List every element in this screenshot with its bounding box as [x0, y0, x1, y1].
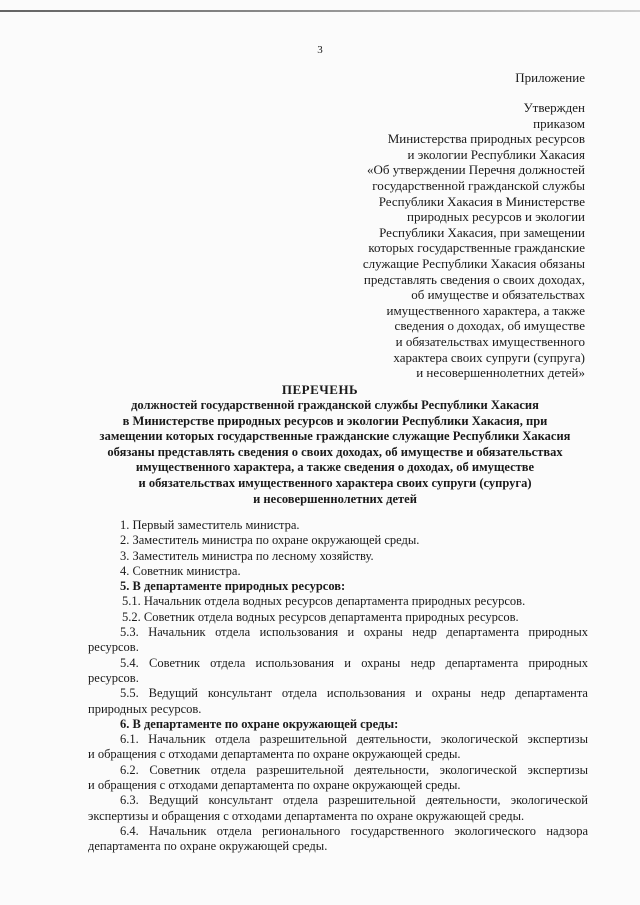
page-number: 3: [317, 44, 323, 56]
list-item: 3. Заместитель министра по лесному хозяйству.: [120, 548, 374, 563]
section-heading: 5. В департаменте природных ресурсов:: [120, 579, 346, 594]
list-item-line: 6.2. Советник отдела разрешительной деятельности, экологической экспертизы: [120, 762, 588, 777]
approval-line: Республики Хакасия в Министерстве: [378, 193, 585, 209]
subtitle-line: замещении которых государственные гражданские служащие Республики Хакасия: [99, 429, 571, 444]
list-item-line: 6.3. Ведущий консультант отдела разрешительной деятельности, экологической: [120, 793, 588, 808]
appendix-label: Приложение: [515, 70, 585, 85]
list-item-line: природных ресурсов.: [88, 701, 202, 716]
approval-line: приказом: [533, 115, 585, 131]
approval-line: служащие Республики Хакасия обязаны: [362, 255, 585, 271]
subtitle-line: должностей государственной гражданской службы Республики Хакасия: [131, 398, 539, 412]
approval-line: и экологии Республики Хакасия: [407, 146, 585, 162]
approval-block: [325, 100, 585, 381]
list-item: 4. Советник министра.: [120, 563, 241, 578]
approval-line: Министерства природных ресурсов: [387, 131, 585, 147]
approval-line: характера своих супруги (супруга): [393, 349, 585, 365]
scan-edge-line: [0, 10, 640, 12]
list-item-line: 6.1. Начальник отдела разрешительной деятельности, экологической экспертизы: [120, 732, 588, 747]
approval-line: Республики Хакасия, при замещении: [379, 224, 585, 240]
list-item-line: 5.3. Начальник отдела использования и охраны недр департамента природных: [120, 625, 588, 640]
approval-line: представлять сведения о своих доходах,: [363, 271, 585, 287]
approval-line: природных ресурсов и экологии: [407, 209, 585, 225]
list-item: [88, 686, 588, 717]
subtitle-line: в Министерстве природных ресурсов и экологии Республики Хакасия, при: [122, 413, 548, 428]
list-item: 5.1. Начальник отдела водных ресурсов департамента природных ресурсов.: [122, 594, 526, 609]
document-subtitle: [95, 398, 575, 507]
document-title: ПЕРЕЧЕНЬ: [281, 382, 359, 397]
list-item: [88, 656, 588, 687]
subtitle-line: и несовершеннолетних детей: [253, 491, 417, 506]
approval-line: и обязательствах имущественного: [395, 333, 585, 349]
list-item: [88, 763, 588, 794]
approval-line: государственной гражданской службы: [372, 177, 585, 193]
subtitle-line: и обязательствах имущественного характера своих супруги (супруга): [138, 475, 532, 490]
positions-list: [88, 518, 588, 855]
list-item: 5.2. Советник отдела водных ресурсов департамента природных ресурсов.: [122, 609, 519, 624]
list-item: [88, 625, 588, 656]
list-item: [88, 732, 588, 763]
approval-line: «Об утверждении Перечня должностей: [367, 162, 585, 178]
approval-line: которых государственные гражданские: [368, 240, 585, 256]
approval-line: имущественного характера, а также: [386, 302, 585, 318]
list-item: 1. Первый заместитель министра.: [120, 518, 300, 532]
list-item-line: 6.4. Начальник отдела регионального государственного экологического надзора: [120, 823, 588, 838]
list-item-line: департамента по охране окружающей среды.: [88, 839, 328, 854]
approval-line: Утвержден: [523, 100, 585, 115]
subtitle-line: имущественного характера, а также сведения о доходах, об имуществе: [135, 460, 535, 475]
list-item-line: и обращения с отходами департамента по охране окружающей среды.: [88, 778, 461, 793]
list-item-line: 5.5. Ведущий консультант отдела использования и охраны недр департамента: [120, 686, 588, 701]
list-item-line: экспертизы и обращения с отходами департамента по охране окружающей среды.: [88, 808, 525, 823]
list-item-line: 5.4. Советник отдела использования и охраны недр департамента природных: [120, 655, 588, 670]
approval-line: об имуществе и обязательствах: [411, 287, 585, 303]
list-item: [88, 793, 588, 824]
list-item-line: и обращения с отходами департамента по охране окружающей среды.: [88, 747, 461, 762]
list-item: [88, 824, 588, 855]
list-item-line: ресурсов.: [88, 640, 139, 655]
list-item-line: ресурсов.: [88, 670, 139, 685]
section-heading: 6. В департаменте по охране окружающей среды:: [120, 716, 399, 731]
subtitle-line: обязаны представлять сведения о своих доходах, об имуществе и обязательствах: [107, 444, 563, 459]
approval-line: сведения о доходах, об имуществе: [394, 318, 585, 334]
approval-line: и несовершеннолетних детей»: [416, 365, 585, 381]
list-item: 2. Заместитель министра по охране окружающей среды.: [120, 533, 420, 548]
